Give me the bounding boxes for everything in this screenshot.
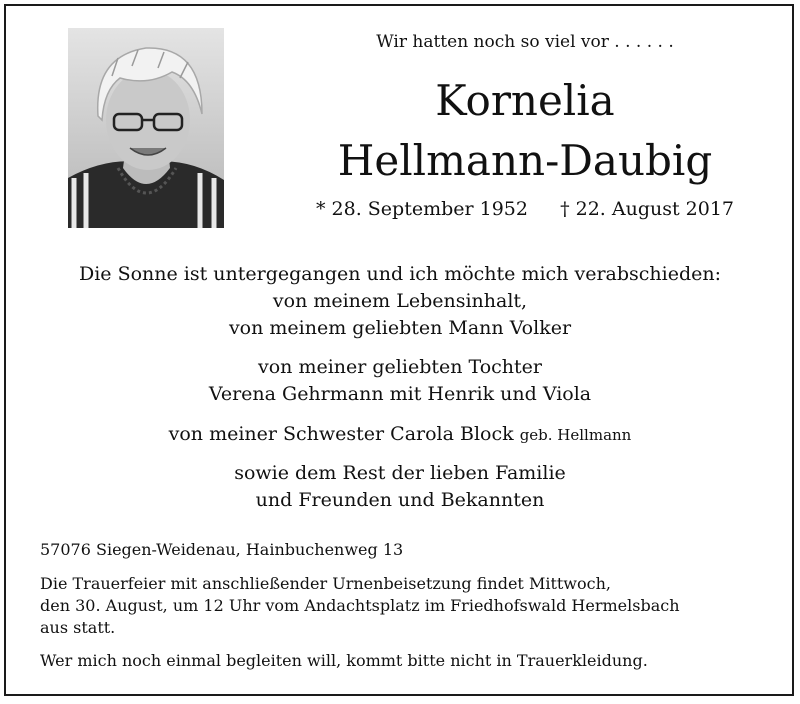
farewell-line: von meinem geliebten Mann Volker xyxy=(228,317,572,339)
ceremony-line: Die Trauerfeier mit anschließender Urnenbeisetzung findet Mittwoch, xyxy=(40,574,611,593)
death-date: † 22. August 2017 xyxy=(560,198,735,220)
farewell-line: sowie dem Rest der lieben Familie xyxy=(234,462,566,484)
life-dates xyxy=(300,198,750,220)
ceremony-line: aus statt. xyxy=(40,618,116,637)
closing-note: Wer mich noch einmal begleiten will, kommt bitte nicht in Trauerkleidung. xyxy=(40,651,648,670)
farewell-line-sister xyxy=(0,423,800,445)
birth-date: * 28. September 1952 xyxy=(315,198,528,220)
farewell-line: von meinem Lebensinhalt, xyxy=(272,290,528,312)
address-text: 57076 Siegen-Weidenau, Hainbuchenweg 13 xyxy=(40,540,404,559)
last-name: Hellmann-Daubig xyxy=(337,136,713,185)
motto-text: Wir hatten noch so viel vor . . . . . . xyxy=(376,32,674,52)
portrait-icon xyxy=(68,28,224,228)
sister-name: von meiner Schwester Carola Block xyxy=(168,423,514,445)
portrait-photo xyxy=(68,28,224,228)
farewell-line: Die Sonne ist untergegangen und ich möchte mich verabschieden: xyxy=(78,263,722,285)
first-name: Kornelia xyxy=(435,76,615,125)
maiden-name: geb. Hellmann xyxy=(519,426,632,444)
farewell-line: von meiner geliebten Tochter xyxy=(258,356,542,378)
farewell-line: Verena Gehrmann mit Henrik und Viola xyxy=(208,383,592,405)
ceremony-line: den 30. August, um 12 Uhr vom Andachtsplatz im Friedhofswald Hermelsbach xyxy=(40,596,680,615)
farewell-line: und Freunden und Bekannten xyxy=(255,489,545,511)
